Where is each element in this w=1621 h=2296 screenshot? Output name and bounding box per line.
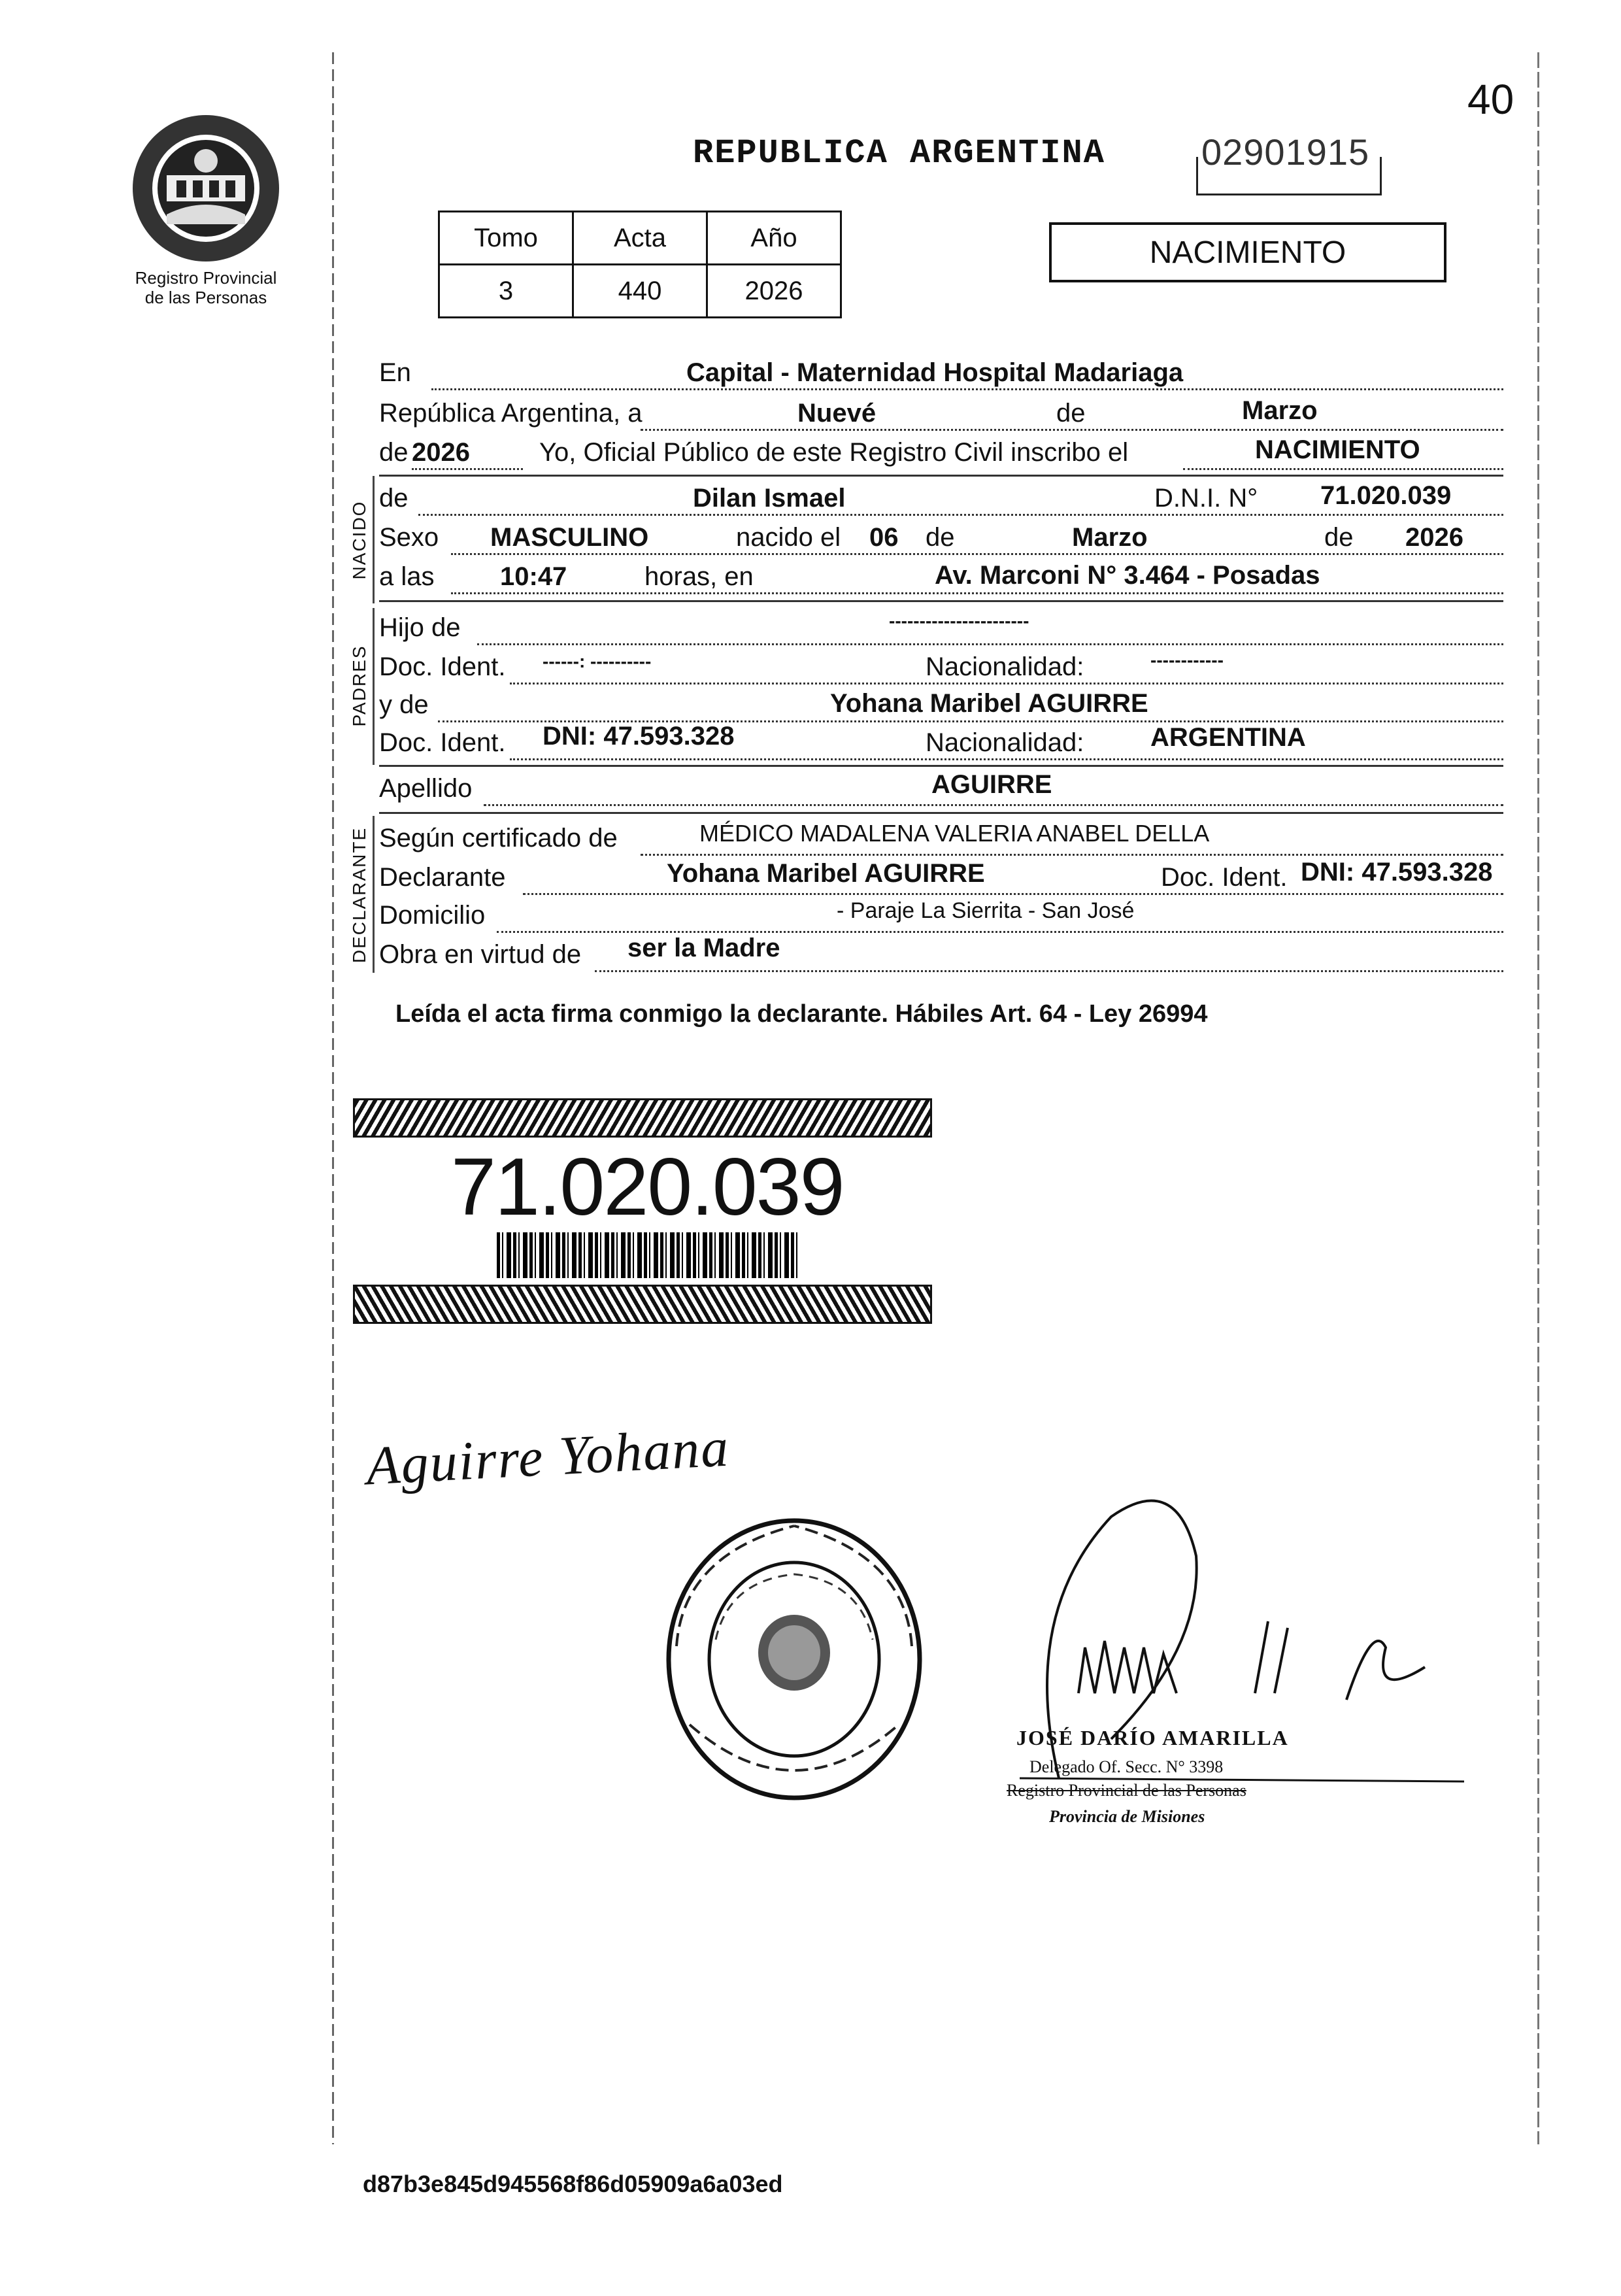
domicilio-label: Domicilio (379, 901, 486, 930)
declarante-value: Yohana Maribel AGUIRRE (667, 859, 985, 888)
registry-name-line1: Registro Provincial (135, 268, 277, 288)
lugar-nac-value: Av. Marconi N° 3.464 - Posadas (935, 561, 1320, 590)
country-title: REPUBLICA ARGENTINA (693, 134, 1105, 173)
de-label-3: de (379, 484, 409, 513)
dia-value: Nuevé (797, 399, 877, 428)
de-label-1: de (1052, 399, 1090, 428)
inscripcion-value: NACIMIENTO (1255, 435, 1420, 464)
official-prov: Provincia de Misiones (1049, 1807, 1205, 1826)
declarante-signature: Aguirre Yohana (364, 1417, 731, 1497)
nacido-bracket (373, 476, 375, 603)
page-number: 40 (1467, 76, 1514, 123)
republica-label: República Argentina, a (379, 399, 643, 428)
anio-value: 2026 (412, 438, 470, 467)
domicilio-value: - Paraje La Sierrita - San José (837, 898, 1135, 923)
table-header-acta: Acta (573, 212, 707, 265)
doc-type: NACIMIENTO (1149, 235, 1346, 270)
serial-bracket (1196, 157, 1382, 195)
de-label-2: de (379, 438, 409, 467)
yde-label: y de (379, 690, 429, 719)
official-title: Delegado Of. Secc. N° 3398 (1029, 1757, 1224, 1776)
certificado-value: MÉDICO MADALENA VALERIA ANABEL DELLA (699, 820, 1210, 847)
official-org: Registro Provincial de las Personas (1007, 1781, 1246, 1800)
madre-nac-label: Nacionalidad: (922, 728, 1088, 758)
table-value-acta: 440 (573, 265, 707, 318)
en-label: En (379, 358, 411, 387)
doc-type-box (1049, 222, 1446, 282)
barcode (497, 1232, 797, 1278)
nacido-label: nacido el (732, 523, 844, 552)
table-value-anio: 2026 (707, 265, 841, 318)
table-value-tomo: 3 (439, 265, 573, 318)
madre-doc-label: Doc. Ident. (379, 728, 506, 757)
padre-doc-value: ------: ---------- (543, 651, 652, 671)
sexo-label: Sexo (379, 523, 439, 552)
obra-value: ser la Madre (627, 934, 780, 962)
hijo-label: Hijo de (379, 613, 461, 642)
nacido-anio-value: 2026 (1405, 523, 1463, 552)
declarante-doc-value: DNI: 47.593.328 (1301, 858, 1493, 886)
nombre-value: Dilan Ismael (693, 484, 846, 513)
padre-value: ----------------------- (889, 611, 1029, 631)
dni-value: 71.020.039 (1320, 481, 1452, 510)
hora-value: 10:47 (500, 562, 567, 591)
official-stamp (663, 1515, 925, 1803)
security-band-bottom (353, 1285, 932, 1324)
registry-logo (127, 110, 284, 267)
padre-doc-label: Doc. Ident. (379, 652, 506, 681)
side-label-padres: PADRES (349, 645, 369, 727)
right-margin-line (1537, 52, 1539, 2144)
registry-name-line2: de las Personas (144, 288, 267, 307)
alas-label: a las (379, 562, 435, 591)
side-label-nacido: NACIDO (349, 500, 369, 580)
mes-value: Marzo (1242, 396, 1318, 425)
form-body (349, 358, 1503, 1045)
serial-number: 02901915 (1201, 131, 1370, 173)
registro-stamp-icon (663, 1515, 925, 1803)
padre-nac-value: ------------ (1150, 650, 1224, 670)
side-label-declarante: DECLARANTE (349, 826, 369, 964)
padres-bracket (373, 608, 375, 765)
barcode-number: 71.020.039 (451, 1142, 844, 1232)
horas-label: horas, en (641, 562, 758, 592)
lugar-value: Capital - Maternidad Hospital Madariaga (686, 358, 1184, 387)
padre-nac-label: Nacionalidad: (922, 652, 1088, 682)
table-header-anio: Año (707, 212, 841, 265)
left-margin-line (332, 52, 334, 2144)
declarante-bracket (373, 816, 375, 973)
official-name: JOSÉ DARÍO AMARILLA (1016, 1726, 1289, 1749)
document-hash: d87b3e845d945568f86d05909a6a03ed (363, 2170, 783, 2197)
certificado-label: Según certificado de (379, 824, 618, 853)
apellido-value: AGUIRRE (931, 770, 1052, 799)
de-label-4: de (922, 523, 959, 552)
declarante-label: Declarante (379, 863, 506, 892)
yo-text: Yo, Oficial Público de este Registro Civil inscribo el (539, 438, 1129, 467)
provincia-misiones-seal-icon (127, 110, 284, 267)
apellido-label: Apellido (379, 774, 473, 803)
nacido-dia-value: 06 (869, 523, 899, 552)
sexo-value: MASCULINO (490, 523, 649, 552)
madre-doc-value: DNI: 47.593.328 (543, 722, 735, 751)
madre-value: Yohana Maribel AGUIRRE (830, 689, 1148, 718)
table-header-tomo: Tomo (439, 212, 573, 265)
obra-label: Obra en virtud de (379, 940, 582, 969)
de-label-5: de (1320, 523, 1358, 552)
security-band-top (353, 1098, 932, 1138)
declarante-doc-label: Doc. Ident. (1157, 863, 1291, 892)
dni-label: D.N.I. N° (1150, 484, 1262, 513)
madre-nac-value: ARGENTINA (1150, 723, 1306, 752)
leida-statement: Leída el acta firma conmigo la declarante. Hábiles Art. 64 - Ley 26994 (395, 1000, 1208, 1028)
tomo-acta-table (438, 211, 842, 318)
nacido-mes-value: Marzo (1072, 523, 1148, 552)
